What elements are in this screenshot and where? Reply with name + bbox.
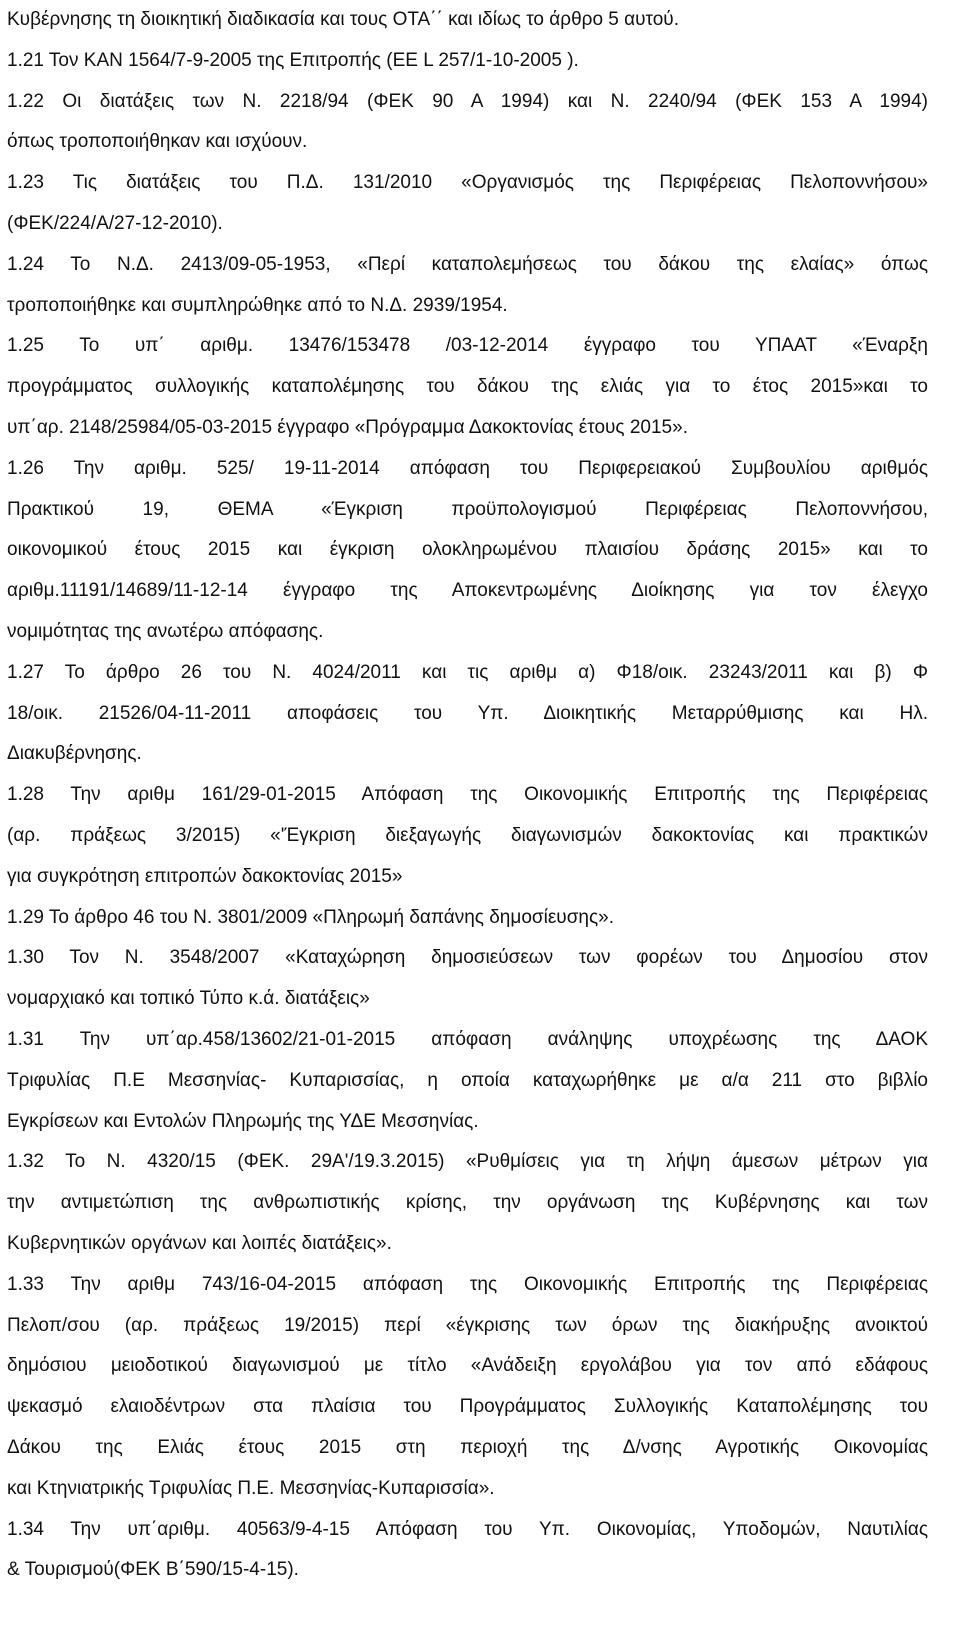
text-line: 1.30 Τον Ν. 3548/2007 «Καταχώρηση δημοσιεύσεων των φορέων του Δημοσίου στον	[7, 947, 928, 969]
text-line: οικονομικού έτους 2015 και έγκριση ολοκληρωμένου πλαισίου δράσης 2015» και το	[7, 539, 928, 561]
text-line: την αντιμετώπιση της ανθρωπιστικής κρίσης, την οργάνωση της Κυβέρνησης και των	[7, 1192, 928, 1214]
text-line: υπ΄αρ. 2148/25984/05-03-2015 έγγραφο «Πρόγραμμα Δακοκτονίας έτους 2015».	[7, 417, 688, 438]
text-line: 1.24 Το Ν.Δ. 2413/09-05-1953, «Περί καταπολεμήσεως του δάκου της ελαίας» όπως	[7, 253, 928, 275]
text-line: 1.21 Τον ΚΑΝ 1564/7-9-2005 της Επιτροπής (ΕΕ L 257/1-10-2005 ).	[7, 49, 579, 71]
text-line: Τριφυλίας Π.Ε Μεσσηνίας- Κυπαρισσίας, η οποία καταχωρήθηκε με α/α 211 στο βιβλίο	[7, 1069, 928, 1091]
text-line: για συγκρότηση επιτροπών δακοκτονίας 2015»	[7, 865, 403, 887]
text-line: & Τουρισμού(ΦΕΚ Β΄590/15-4-15).	[7, 1559, 299, 1581]
text-line: 18/οικ. 21526/04-11-2011 αποφάσεις του Υπ. Διοικητικής Μεταρρύθμισης και Ηλ.	[7, 702, 928, 724]
text-line: 1.26 Την αριθμ. 525/ 19-11-2014 απόφαση του Περιφερειακού Συμβουλίου αριθμός	[7, 457, 928, 479]
text-line: νομαρχιακό και τοπικό Τύπο κ.ά. διατάξεις»	[7, 988, 370, 1010]
text-line: αριθμ.11191/14689/11-12-14 έγγραφο της Αποκεντρωμένης Διοίκησης για τον έλεγχο	[7, 580, 928, 602]
text-line: Κυβέρνησης τη διοικητική διαδικασία και τους ΟΤΑ΄΄ και ιδίως το άρθρο 5 αυτού.	[7, 9, 679, 30]
text-line: προγράμματος συλλογικής καταπολέμησης του δάκου της ελιάς για το έτος 2015»και το	[7, 376, 928, 398]
text-line: 1.31 Την υπ΄αρ.458/13602/21-01-2015 απόφαση ανάληψης υποχρέωσης της ΔΑΟΚ	[7, 1029, 928, 1050]
text-line: (ΦΕΚ/224/Α/27-12-2010).	[7, 213, 223, 234]
text-line: 1.25 Το υπ΄ αριθμ. 13476/153478 /03-12-2014 έγγραφο του ΥΠΑΑΤ «Έναρξη	[7, 335, 928, 357]
text-line: ψεκασμό ελαιοδέντρων στα πλαίσια του Προγράμματος Συλλογικής Καταπολέμησης του	[7, 1396, 928, 1418]
text-line: 1.22 Οι διατάξεις των Ν. 2218/94 (ΦΕΚ 90 Α 1994) και Ν. 2240/94 (ΦΕΚ 153 Α 1994)	[7, 90, 928, 112]
text-line: και Κτηνιατρικής Τριφυλίας Π.Ε. Μεσσηνίας-Κυπαρισσία».	[7, 1477, 495, 1499]
text-line: όπως τροποποιήθηκαν και ισχύουν.	[7, 131, 308, 153]
text-line: Κυβερνητικών οργάνων και λοιπές διατάξεις».	[7, 1233, 392, 1254]
text-line: Πρακτικού 19, ΘΕΜΑ «Έγκριση προϋπολογισμού Περιφέρειας Πελοποννήσου,	[7, 498, 928, 520]
text-line: νομιμότητας της ανωτέρω απόφασης.	[7, 621, 324, 642]
text-line: (αρ. πράξεως 3/2015) «'Έγκριση διεξαγωγής διαγωνισμών δακοκτονίας και πρακτικών	[7, 825, 928, 846]
text-line: Εγκρίσεων και Εντολών Πληρωμής της ΥΔΕ Μεσσηνίας.	[7, 1110, 479, 1132]
text-line: Δάκου της Ελιάς έτους 2015 στη περιοχή της Δ/νσης Αγροτικής Οικονομίας	[7, 1437, 928, 1458]
text-line: 1.29 Το άρθρο 46 του Ν. 3801/2009 «Πληρωμή δαπάνης δημοσίευσης».	[7, 906, 614, 928]
text-line: 1.23 Τις διατάξεις του Π.Δ. 131/2010 «Οργανισμός της Περιφέρειας Πελοποννήσου»	[7, 172, 928, 194]
text-line: τροποποιήθηκε και συμπληρώθηκε από το Ν.Δ. 2939/1954.	[7, 294, 508, 316]
text-line: Διακυβέρνησης.	[7, 743, 142, 765]
text-line: 1.34 Την υπ΄αριθμ. 40563/9-4-15 Απόφαση του Υπ. Οικονομίας, Υποδομών, Ναυτιλίας	[7, 1518, 928, 1540]
text-line: 1.28 Την αριθμ 161/29-01-2015 Απόφαση της Οικονομικής Επιτροπής της Περιφέρειας	[7, 784, 928, 806]
text-line: δημόσιου μειοδοτικού διαγωνισμού με τίτλο «Ανάδειξη εργολάβου για τον από εδάφους	[7, 1355, 928, 1377]
text-line: 1.33 Την αριθμ 743/16-04-2015 απόφαση της Οικονομικής Επιτροπής της Περιφέρειας	[7, 1273, 928, 1295]
text-line: Πελοπ/σου (αρ. πράξεως 19/2015) περί «έγκρισης των όρων της διακήρυξης ανοικτού	[7, 1314, 928, 1336]
text-line: 1.27 Το άρθρο 26 του Ν. 4024/2011 και τις αριθμ α) Φ18/οικ. 23243/2011 και β) Φ	[7, 661, 928, 683]
text-line: 1.32 Το Ν. 4320/15 (ΦΕΚ. 29Α'/19.3.2015) «Ρυθμίσεις για τη λήψη άμεσων μέτρων για	[7, 1151, 928, 1173]
